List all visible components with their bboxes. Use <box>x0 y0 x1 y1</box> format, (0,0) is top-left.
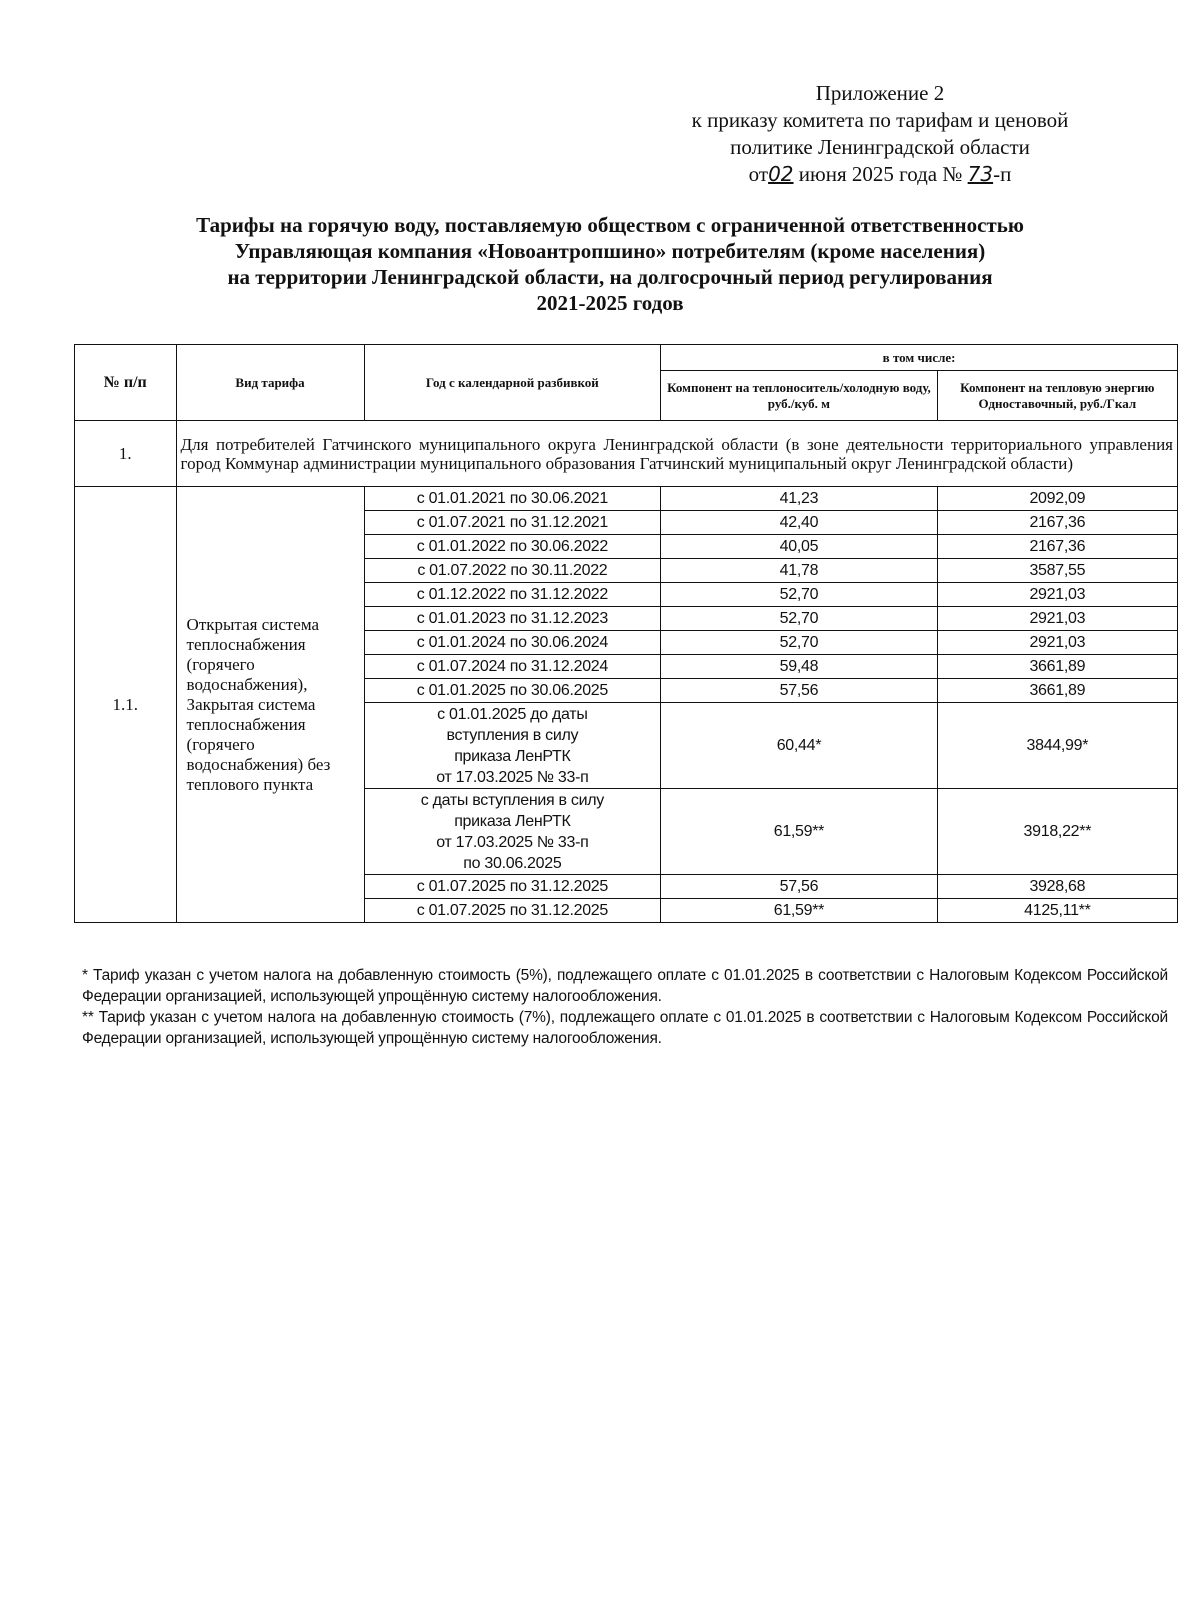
period-line: по 30.06.2025 <box>463 854 562 872</box>
period-cell: с 01.07.2021 по 31.12.2021 <box>364 511 661 535</box>
heat-cell: 3661,89 <box>937 679 1177 703</box>
heat-cell: 3661,89 <box>937 655 1177 679</box>
period-line: с 01.01.2025 до даты <box>437 705 588 723</box>
period-cell: с 01.07.2025 по 31.12.2025 <box>364 875 661 899</box>
water-cell: 61,59** <box>661 789 938 875</box>
title-line-4: 2021-2025 годов <box>536 291 684 315</box>
handwritten-order-number: 73 <box>967 162 994 186</box>
title-line-1: Тарифы на горячую воду, поставляемую обществом с ограниченной ответственностью <box>196 213 1024 237</box>
appendix-order-line: к приказу комитета по тарифам и ценовой <box>691 108 1069 132</box>
heat-cell: 3587,55 <box>937 559 1177 583</box>
header-period: Год с календарной разбивкой <box>364 345 661 421</box>
heat-cell: 3928,68 <box>937 875 1177 899</box>
period-line: с даты вступления в силу <box>420 791 604 809</box>
period-cell: с 01.01.2024 по 30.06.2024 <box>364 631 661 655</box>
period-cell: с 01.01.2025 по 30.06.2025 <box>364 679 661 703</box>
tariff-type: Открытая система теплоснабжения (горячего водоснабжения), Закрытая система теплоснабжения (горячего водоснабжения) без теплового пункта <box>176 487 364 923</box>
table-row <box>75 487 1178 511</box>
appendix-date-line <box>640 161 1120 188</box>
water-cell: 42,40 <box>661 511 938 535</box>
heat-cell: 2167,36 <box>937 511 1177 535</box>
heat-cell: 3844,99* <box>937 703 1177 789</box>
period-line: от 17.03.2025 № 33-п <box>436 768 589 786</box>
date-rest: июня 2025 года № <box>798 162 963 186</box>
heat-cell: 4125,11** <box>937 899 1177 923</box>
appendix-header <box>640 80 1120 188</box>
water-cell: 59,48 <box>661 655 938 679</box>
water-cell: 52,70 <box>661 631 938 655</box>
heat-cell: 2092,09 <box>937 487 1177 511</box>
header-component-water: Компонент на теплоноситель/холодную воду, руб./куб. м <box>661 371 938 421</box>
order-suffix: -п <box>993 162 1012 186</box>
header-component-heat: Компонент на тепловую энергию Одноставочный, руб./Гкал <box>937 371 1177 421</box>
heat-cell: 3918,22** <box>937 789 1177 875</box>
water-cell: 52,70 <box>661 607 938 631</box>
period-cell: с 01.01.2023 по 31.12.2023 <box>364 607 661 631</box>
period-cell: с 01.07.2025 по 31.12.2025 <box>364 899 661 923</box>
appendix-committee-line: политике Ленинградской области <box>730 135 1030 159</box>
period-line: приказа ЛенРТК <box>454 812 571 830</box>
heat-cell: 2921,03 <box>937 607 1177 631</box>
period-line: приказа ЛенРТК <box>454 747 571 765</box>
water-cell: 57,56 <box>661 679 938 703</box>
header-type: Вид тарифа <box>176 345 364 421</box>
water-cell: 57,56 <box>661 875 938 899</box>
period-cell: с 01.07.2024 по 31.12.2024 <box>364 655 661 679</box>
period-cell: с 01.07.2022 по 30.11.2022 <box>364 559 661 583</box>
footnote-vat-5: * Тариф указан с учетом налога на добавленную стоимость (5%), подлежащего оплате с 01.01.2025 в соответствии с Налоговым Кодексом Российской Федерации организацией, использующей упрощённую систему налогообложения. <box>82 967 1168 1005</box>
document-title <box>110 212 1110 316</box>
water-cell: 41,23 <box>661 487 938 511</box>
handwritten-day: 02 <box>768 162 794 186</box>
water-cell: 40,05 <box>661 535 938 559</box>
header-including: в том числе: <box>661 345 1178 371</box>
appendix-title: Приложение 2 <box>815 81 945 105</box>
period-cell: с 01.01.2022 по 30.06.2022 <box>364 535 661 559</box>
period-cell <box>364 703 661 789</box>
subsection-num: 1.1. <box>75 487 177 923</box>
footnotes <box>82 965 1168 1049</box>
period-line: вступления в силу <box>446 726 579 744</box>
title-line-2: Управляющая компания «Новоантропшино» потребителям (кроме населения) <box>234 239 986 263</box>
period-cell: с 01.01.2021 по 30.06.2021 <box>364 487 661 511</box>
period-cell: с 01.12.2022 по 31.12.2022 <box>364 583 661 607</box>
heat-cell: 2167,36 <box>937 535 1177 559</box>
footnote-vat-7: ** Тариф указан с учетом налога на добавленную стоимость (7%), подлежащего оплате с 01.01.2025 в соответствии с Налоговым Кодексом Российской Федерации организацией, использующей упрощённую систему налогообложения. <box>82 1009 1168 1047</box>
heat-cell: 2921,03 <box>937 583 1177 607</box>
period-cell <box>364 789 661 875</box>
header-num: № п/п <box>75 345 177 421</box>
section-description: Для потребителей Гатчинского муниципального округа Ленинградской области (в зоне деятельности территориального управления город Коммунар администрации муниципального образования Гатчинский муниципальный округ Ленинградской области) <box>176 421 1177 487</box>
period-line: от 17.03.2025 № 33-п <box>436 833 589 851</box>
tariff-table <box>74 344 1178 923</box>
title-line-3: на территории Ленинградской области, на долгосрочный период регулирования <box>227 265 993 289</box>
heat-cell: 2921,03 <box>937 631 1177 655</box>
water-cell: 41,78 <box>661 559 938 583</box>
date-prefix: от <box>748 162 769 186</box>
water-cell: 52,70 <box>661 583 938 607</box>
water-cell: 61,59** <box>661 899 938 923</box>
water-cell: 60,44* <box>661 703 938 789</box>
section-num: 1. <box>75 421 177 487</box>
